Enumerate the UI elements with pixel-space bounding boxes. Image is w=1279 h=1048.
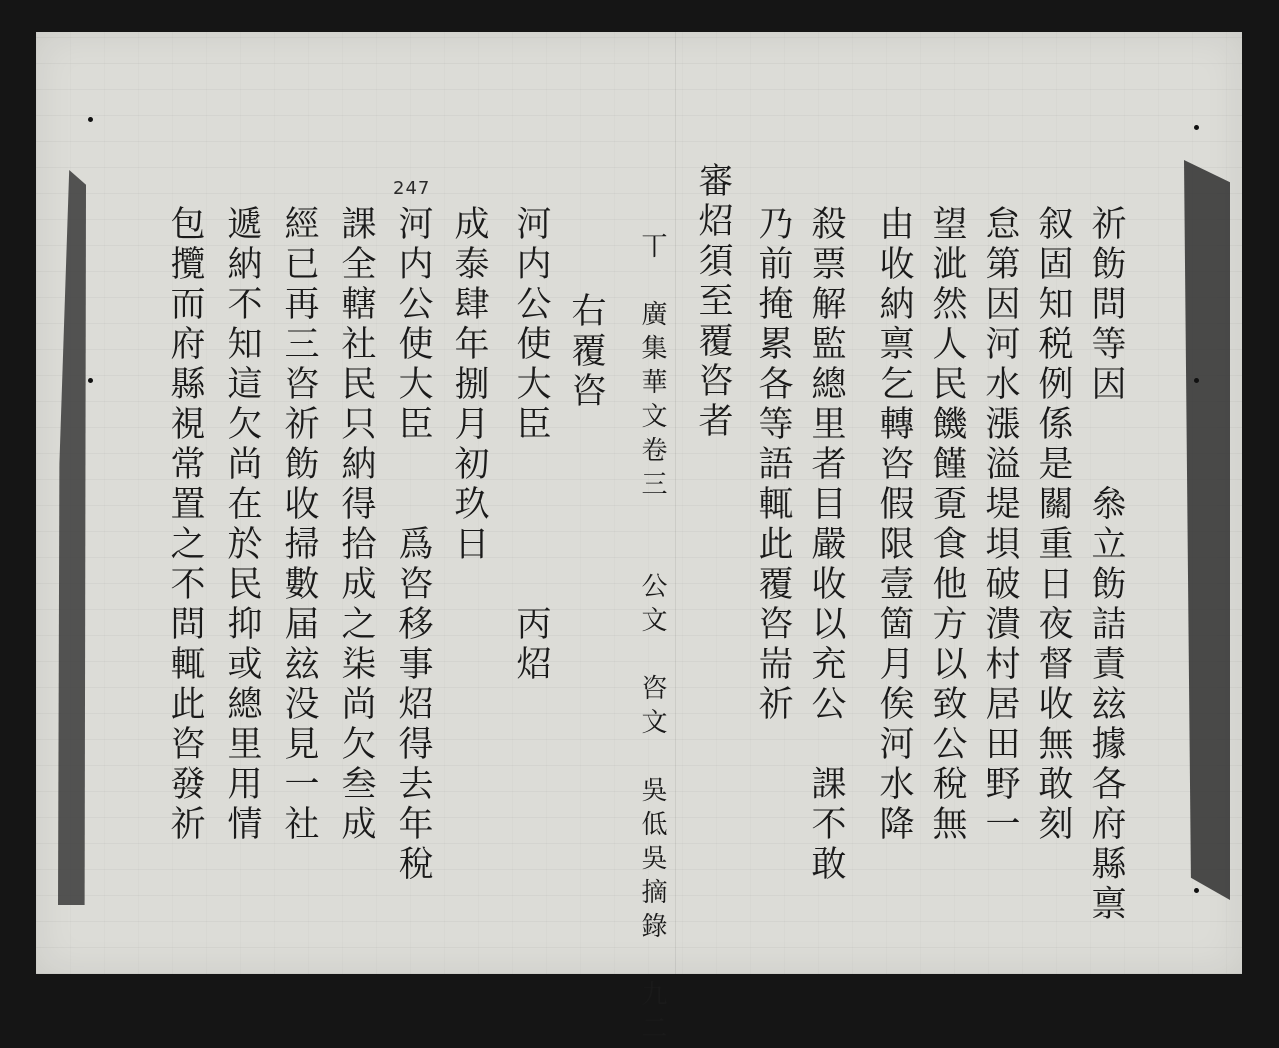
source-note-column: 丅 廣集華文卷三 公文 咨文 吳低吳摘錄 九二 xyxy=(637,232,667,1048)
text-column: 遞納不知這欠尚在於民抑或總里用情 xyxy=(222,205,262,845)
text-column: 叙固知税例係是關重日夜督收無敢刻 xyxy=(1033,205,1073,845)
date-column: 成泰肆年捌月初玖日 xyxy=(449,205,489,565)
text-column: 包攬而府縣視常置之不問輒此咨發祈 xyxy=(165,205,205,845)
text-column: 乃前掩累各等語輒此覆咨耑祈 xyxy=(753,205,793,725)
pin-mark xyxy=(1194,378,1199,383)
text-column: 右覆咨 xyxy=(566,292,606,412)
text-column: 怠第因河水漲溢堤垻破潰村居田野一 xyxy=(980,205,1020,845)
text-column: 河内公使大臣 丙炤 xyxy=(511,205,551,685)
text-column: 經已再三咨祈飭收掃數届玆没見一社 xyxy=(279,205,319,845)
pin-mark xyxy=(88,378,93,383)
text-column: 殺票解監總里者目嚴收以充公 課不敢 xyxy=(806,205,846,885)
pin-mark xyxy=(88,117,93,122)
text-column: 望泚然人民饑饉覔食他方以致公稅無 xyxy=(927,205,967,845)
binding-strip-left xyxy=(58,170,86,905)
pin-mark xyxy=(1194,888,1199,893)
pin-mark xyxy=(1194,125,1199,130)
text-column: 河内公使大臣 爲咨移事炤得去年稅 xyxy=(393,205,433,885)
text-column: 課全轄社民只納得拾成之柒尚欠叁成 xyxy=(336,205,376,845)
text-column: 由收納禀乞轉咨假限壹箇月俟河水降 xyxy=(874,205,914,845)
text-column: 審炤須至覆咨者 xyxy=(693,162,733,442)
binding-strip-right xyxy=(1184,160,1230,900)
page-number: 247 xyxy=(393,178,431,199)
text-column: 祈飭問等因 叅立飭詰責玆據各府縣禀 xyxy=(1086,205,1126,925)
